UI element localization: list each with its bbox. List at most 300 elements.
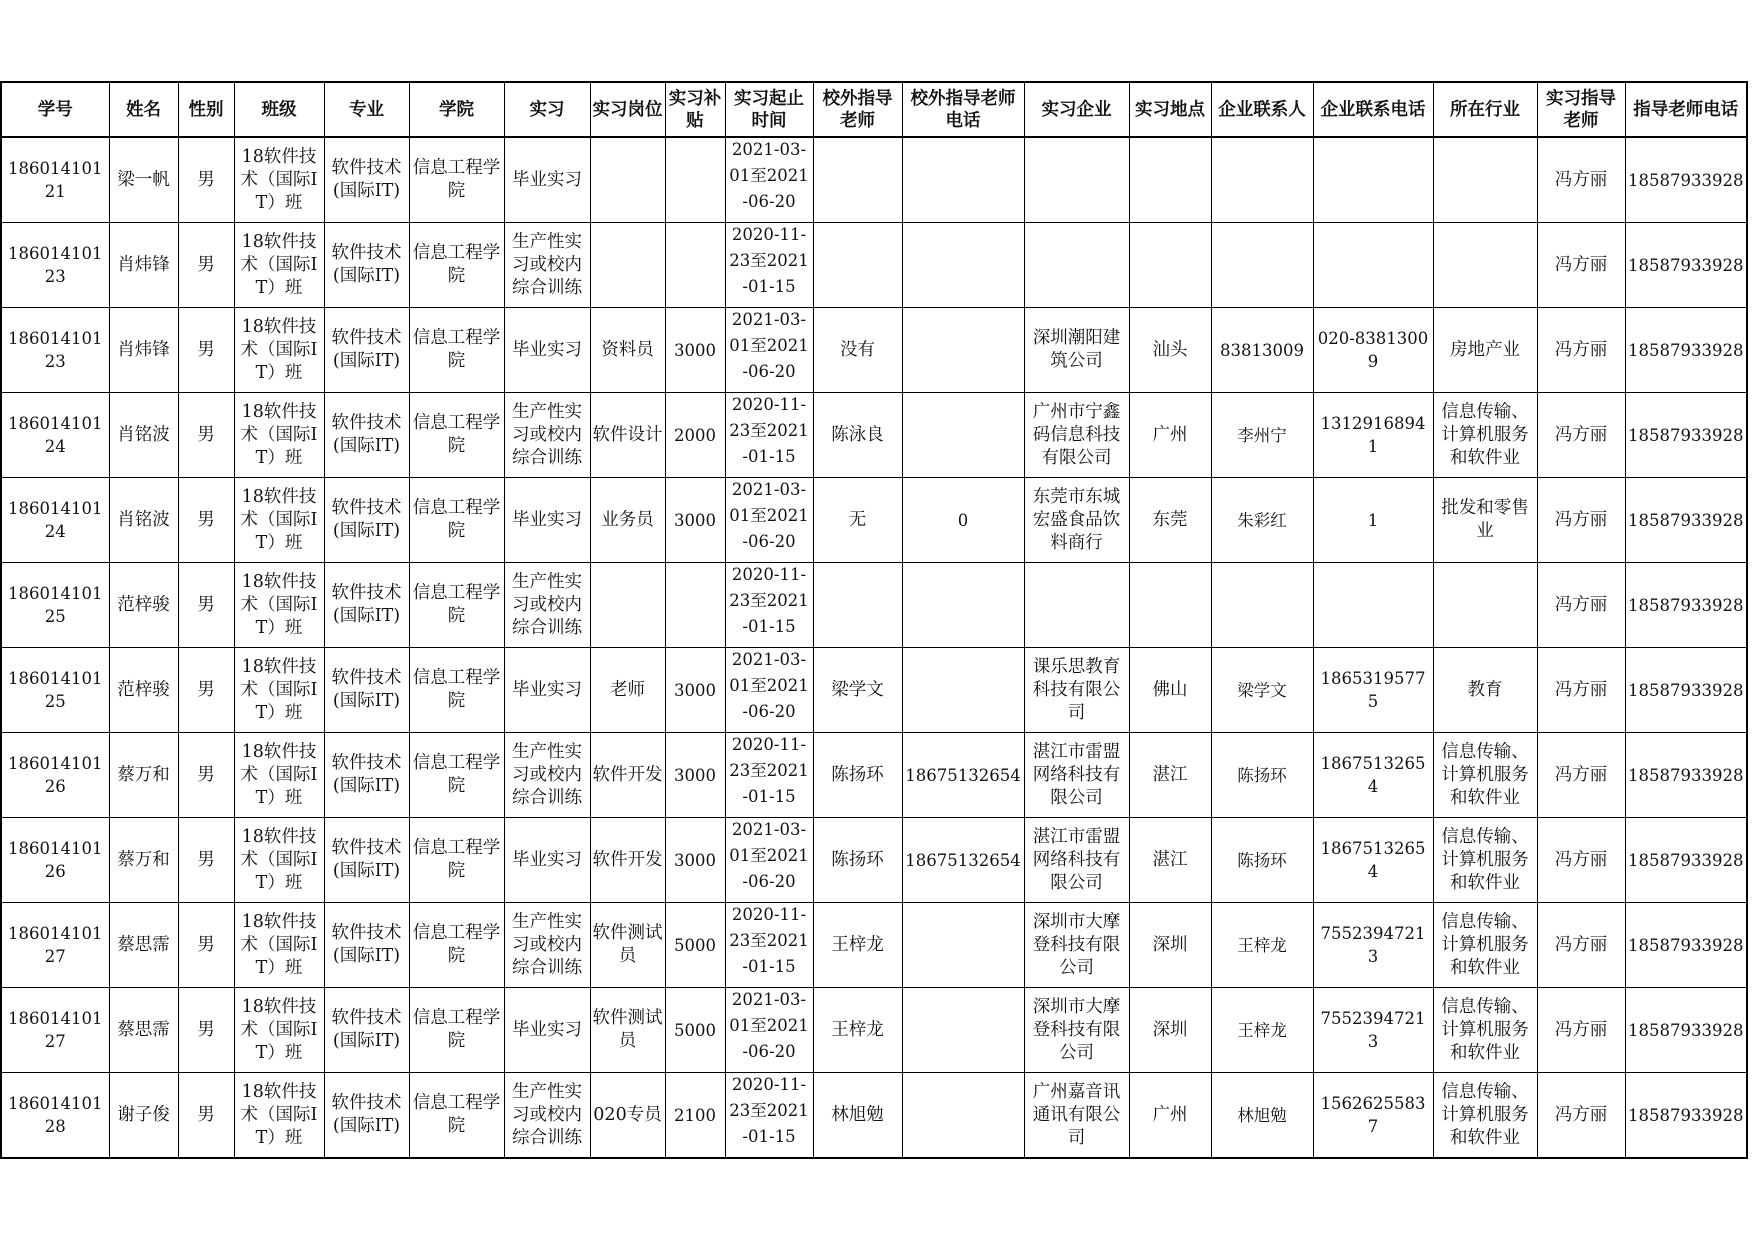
cell-external-tutor [813,563,902,648]
cell-text: 男 [197,679,215,700]
cell-company-contact [1211,137,1313,223]
cell-text: 18软件技术（国际IT）班 [240,231,318,298]
cell-position [590,478,665,563]
cell-text: 信息工程学院 [412,583,501,626]
cell-company-contact [1211,903,1313,988]
cell-external-tutor-phone [902,903,1024,988]
cell-college [409,478,504,563]
cell-company-phone [1313,733,1433,818]
header-subsidy: 实习补贴 [665,82,725,137]
cell-college [409,903,504,988]
cell-text: 毕业实习 [512,849,582,870]
cell-internship-type [504,308,590,393]
cell-text: 18601410126 [8,754,103,796]
cell-text: 广州嘉音讯通讯有限公司 [1032,1081,1121,1148]
cell-student-id [1,563,109,648]
cell-class [234,1073,324,1159]
cell-major [324,223,409,308]
table-row [1,1073,1747,1159]
cell-internship-type [504,393,590,478]
cell-text: 信息工程学院 [412,328,501,371]
cell-gender [178,1073,234,1159]
cell-text: 18587933928 [1628,510,1744,530]
cell-text: 软件技术(国际IT) [331,413,402,456]
cell-class [234,818,324,903]
cell-college [409,733,504,818]
cell-text: 18601410127 [8,924,103,966]
cell-text: 2021-03-01至2021-06-20 [729,990,809,1061]
cell-text: 软件测试员 [592,923,663,966]
cell-location [1129,733,1211,818]
cell-text: 18601410126 [8,839,103,881]
cell-text: 冯方丽 [1554,169,1608,190]
cell-name [109,903,178,988]
table-row [1,308,1747,393]
cell-location [1129,1073,1211,1159]
cell-student-id [1,818,109,903]
cell-text: 2020-11-23至2021-01-15 [729,905,809,976]
cell-external-tutor [813,988,902,1073]
cell-class [234,223,324,308]
cell-text: 冯方丽 [1554,934,1608,955]
cell-subsidy [665,563,725,648]
cell-text: 梁学文 [1237,680,1287,700]
cell-text: 冯方丽 [1554,594,1608,615]
table-row [1,563,1747,648]
cell-college [409,818,504,903]
cell-position [590,393,665,478]
cell-gender [178,903,234,988]
cell-text: 蔡思霈 [117,934,170,955]
cell-tutor-phone [1625,648,1747,733]
cell-internship-type [504,137,590,223]
cell-gender [178,733,234,818]
cell-class [234,648,324,733]
cell-text: 信息传输、计算机服务和软件业 [1441,996,1529,1063]
cell-name [109,988,178,1073]
cell-external-tutor-phone [902,393,1024,478]
cell-company-phone [1313,818,1433,903]
cell-student-id [1,903,109,988]
cell-student-id [1,137,109,223]
cell-class [234,393,324,478]
cell-tutor [1537,648,1625,733]
cell-company [1024,818,1129,903]
cell-industry [1433,903,1537,988]
cell-tutor-phone [1625,478,1747,563]
cell-text: 75523947213 [1320,924,1426,966]
cell-text: 蔡万和 [117,849,170,870]
cell-text: 湛江 [1152,849,1188,870]
cell-text: 批发和零售业 [1441,498,1529,541]
cell-subsidy [665,903,725,988]
cell-position [590,308,665,393]
cell-subsidy [665,733,725,818]
cell-text: 男 [197,509,215,530]
cell-text: 深圳市大摩登科技有限公司 [1032,911,1121,978]
header-external-tutor-phone: 校外指导老师电话 [902,82,1024,137]
cell-gender [178,223,234,308]
cell-text: 湛江 [1152,764,1188,785]
cell-external-tutor [813,903,902,988]
cell-text: 18601410128 [8,1094,103,1136]
cell-college [409,393,504,478]
cell-text: 18软件技术（国际IT）班 [240,146,318,213]
cell-industry [1433,393,1537,478]
cell-text: 男 [197,594,215,615]
cell-text: 2021-03-01至2021-06-20 [729,820,809,891]
cell-text: 18软件技术（国际IT）班 [240,996,318,1063]
header-company: 实习企业 [1024,82,1129,137]
cell-text: 2020-11-23至2021-01-15 [729,735,809,806]
cell-text: 5000 [674,935,716,955]
cell-name [109,393,178,478]
cell-position [590,137,665,223]
cell-internship-type [504,478,590,563]
cell-tutor-phone [1625,223,1747,308]
cell-period [725,648,813,733]
cell-company [1024,137,1129,223]
cell-text: 课乐思教育科技有限公司 [1032,656,1121,723]
cell-tutor-phone [1625,393,1747,478]
cell-major [324,137,409,223]
cell-student-id [1,648,109,733]
cell-external-tutor [813,393,902,478]
cell-location [1129,563,1211,648]
cell-text: 2021-03-01至2021-06-20 [729,310,809,381]
cell-name [109,563,178,648]
cell-student-id [1,988,109,1073]
cell-company-phone [1313,648,1433,733]
cell-college [409,137,504,223]
header-student-id: 学号 [1,82,109,137]
cell-text: 肖炜锋 [117,339,170,360]
cell-text: 毕业实习 [512,679,582,700]
cell-company-contact [1211,818,1313,903]
cell-college [409,1073,504,1159]
cell-text: 信息工程学院 [412,498,501,541]
cell-external-tutor-phone [902,308,1024,393]
cell-company-phone [1313,393,1433,478]
cell-name [109,1073,178,1159]
cell-text: 陈扬环 [831,849,884,870]
cell-text: 广州市宁鑫码信息科技有限公司 [1032,401,1121,468]
cell-text: 深圳市大摩登科技有限公司 [1032,996,1121,1063]
cell-text: 2000 [674,425,716,445]
cell-tutor [1537,563,1625,648]
cell-text: 没有 [840,339,875,360]
cell-internship-type [504,1073,590,1159]
cell-text: 范梓骏 [117,594,170,615]
cell-period [725,818,813,903]
cell-industry [1433,818,1537,903]
cell-text: 男 [197,1019,215,1040]
cell-company-contact [1211,648,1313,733]
cell-position [590,903,665,988]
cell-text: 2100 [674,1105,716,1125]
cell-text: 蔡思霈 [117,1019,170,1040]
cell-text: 18软件技术（国际IT）班 [240,571,318,638]
cell-name [109,478,178,563]
cell-subsidy [665,137,725,223]
cell-text: 冯方丽 [1554,254,1608,275]
cell-external-tutor [813,648,902,733]
cell-company [1024,1073,1129,1159]
cell-student-id [1,478,109,563]
cell-text: 冯方丽 [1554,849,1608,870]
cell-text: 陈扬环 [1237,850,1287,870]
cell-major [324,1073,409,1159]
cell-company-phone [1313,563,1433,648]
cell-gender [178,648,234,733]
cell-text: 2021-03-01至2021-06-20 [729,650,809,721]
cell-text: 范梓骏 [117,679,170,700]
header-row [1,82,1747,137]
cell-major [324,818,409,903]
cell-text: 冯方丽 [1554,1019,1608,1040]
cell-text: 15626255837 [1320,1094,1426,1136]
header-major: 专业 [324,82,409,137]
cell-text: 冯方丽 [1554,424,1608,445]
header-tutor-phone: 指导老师电话 [1625,82,1747,137]
cell-subsidy [665,223,725,308]
cell-text: 陈泳良 [831,424,884,445]
cell-text: 软件设计 [592,424,663,445]
cell-text: 男 [197,849,215,870]
cell-text: 020-83813009 [1317,329,1429,371]
cell-position [590,648,665,733]
cell-company-contact [1211,393,1313,478]
cell-text: 无 [848,509,867,530]
cell-text: 男 [197,764,215,785]
cell-name [109,223,178,308]
cell-text: 汕头 [1152,339,1188,360]
cell-text: 18601410123 [8,244,103,286]
cell-class [234,903,324,988]
cell-text: 谢子俊 [117,1104,170,1125]
cell-text: 13129168941 [1320,414,1426,456]
header-company-contact: 企业联系人 [1211,82,1313,137]
cell-text: 83813009 [1220,340,1304,360]
cell-text: 李州宁 [1237,425,1287,445]
cell-text: 生产性实习或校内综合训练 [512,401,582,468]
cell-location [1129,308,1211,393]
cell-major [324,393,409,478]
cell-tutor [1537,818,1625,903]
cell-text: 业务员 [601,509,654,530]
header-position: 实习岗位 [590,82,665,137]
cell-text: 男 [197,169,215,190]
cell-text: 2020-11-23至2021-01-15 [729,565,809,636]
cell-external-tutor-phone [902,648,1024,733]
cell-text: 毕业实习 [512,509,582,530]
cell-period [725,1073,813,1159]
cell-text: 软件技术(国际IT) [331,1093,402,1136]
cell-text: 王梓龙 [1237,1020,1287,1040]
cell-text: 软件技术(国际IT) [331,498,402,541]
cell-name [109,818,178,903]
cell-college [409,308,504,393]
cell-company [1024,478,1129,563]
table-row [1,648,1747,733]
cell-text: 王梓龙 [831,934,884,955]
cell-text: 2021-03-01至2021-06-20 [729,480,809,551]
cell-company [1024,563,1129,648]
cell-period [725,563,813,648]
table-row [1,733,1747,818]
cell-industry [1433,1073,1537,1159]
cell-subsidy [665,308,725,393]
cell-text: 18601410125 [8,669,103,711]
cell-text: 18587933928 [1628,1020,1744,1040]
cell-major [324,308,409,393]
cell-text: 5000 [674,1020,716,1040]
cell-major [324,903,409,988]
cell-text: 湛江市雷盟网络科技有限公司 [1032,741,1121,808]
cell-text: 软件技术(国际IT) [331,753,402,796]
cell-tutor [1537,223,1625,308]
cell-text: 软件开发 [592,849,663,870]
cell-text: 湛江市雷盟网络科技有限公司 [1032,826,1121,893]
cell-text: 020专员 [593,1104,662,1125]
cell-text: 冯方丽 [1554,509,1608,530]
cell-text: 18587933928 [1628,595,1744,615]
cell-text: 生产性实习或校内综合训练 [512,1081,582,1148]
cell-text: 东莞市东城宏盛食品饮料商行 [1032,486,1121,553]
cell-position [590,818,665,903]
cell-text: 肖铭波 [117,509,170,530]
header-company-phone: 企业联系电话 [1313,82,1433,137]
cell-tutor-phone [1625,1073,1747,1159]
cell-text: 信息工程学院 [412,413,501,456]
cell-external-tutor [813,137,902,223]
cell-student-id [1,223,109,308]
cell-position [590,988,665,1073]
cell-text: 冯方丽 [1554,679,1608,700]
header-industry: 所在行业 [1433,82,1537,137]
cell-internship-type [504,903,590,988]
cell-text: 18软件技术（国际IT）班 [240,486,318,553]
cell-tutor-phone [1625,988,1747,1073]
cell-text: 生产性实习或校内综合训练 [512,231,582,298]
cell-text: 信息工程学院 [412,1008,501,1051]
cell-period [725,478,813,563]
cell-text: 毕业实习 [512,339,582,360]
cell-text: 18601410124 [8,499,103,541]
cell-text: 信息传输、计算机服务和软件业 [1441,401,1529,468]
cell-text: 教育 [1467,679,1503,700]
cell-tutor-phone [1625,818,1747,903]
cell-text: 18675132654 [1320,839,1426,881]
cell-class [234,137,324,223]
cell-text: 林旭勉 [831,1104,884,1125]
cell-company [1024,648,1129,733]
cell-gender [178,308,234,393]
cell-external-tutor [813,308,902,393]
cell-major [324,648,409,733]
cell-gender [178,393,234,478]
cell-text: 广州 [1152,424,1188,445]
cell-text: 生产性实习或校内综合训练 [512,911,582,978]
cell-gender [178,478,234,563]
cell-text: 深圳 [1152,934,1188,955]
cell-text: 18601410127 [8,1009,103,1051]
cell-text: 2020-11-23至2021-01-15 [729,395,809,466]
cell-location [1129,137,1211,223]
cell-period [725,137,813,223]
cell-text: 18软件技术（国际IT）班 [240,741,318,808]
cell-text: 信息工程学院 [412,923,501,966]
cell-company-contact [1211,1073,1313,1159]
cell-tutor [1537,137,1625,223]
header-tutor: 实习指导老师 [1537,82,1625,137]
cell-internship-type [504,223,590,308]
header-gender: 性别 [178,82,234,137]
cell-company-contact [1211,223,1313,308]
cell-text: 18675132654 [905,765,1021,785]
cell-tutor [1537,903,1625,988]
cell-major [324,988,409,1073]
cell-student-id [1,308,109,393]
cell-text: 佛山 [1152,679,1188,700]
cell-text: 信息工程学院 [412,753,501,796]
cell-text: 陈扬环 [1237,765,1287,785]
cell-text: 毕业实习 [512,1019,582,1040]
cell-tutor [1537,393,1625,478]
cell-external-tutor-phone [902,137,1024,223]
cell-company-contact [1211,308,1313,393]
cell-text: 18601410124 [8,414,103,456]
cell-tutor-phone [1625,308,1747,393]
cell-industry [1433,648,1537,733]
cell-text: 18587933928 [1628,935,1744,955]
cell-period [725,223,813,308]
cell-internship-type [504,563,590,648]
cell-tutor [1537,988,1625,1073]
cell-tutor-phone [1625,137,1747,223]
cell-external-tutor-phone [902,223,1024,308]
cell-subsidy [665,818,725,903]
cell-location [1129,393,1211,478]
cell-text: 2021-03-01至2021-06-20 [729,140,809,211]
cell-text: 18587933928 [1628,850,1744,870]
cell-text: 18601410123 [8,329,103,371]
cell-company-phone [1313,137,1433,223]
cell-tutor [1537,1073,1625,1159]
cell-text: 18软件技术（国际IT）班 [240,401,318,468]
cell-company [1024,223,1129,308]
cell-text: 18软件技术（国际IT）班 [240,911,318,978]
cell-text: 信息工程学院 [412,243,501,286]
cell-student-id [1,1073,109,1159]
cell-text: 0 [957,510,969,530]
cell-text: 18软件技术（国际IT）班 [240,316,318,383]
cell-period [725,308,813,393]
cell-internship-type [504,988,590,1073]
cell-text: 软件技术(国际IT) [331,668,402,711]
cell-company [1024,988,1129,1073]
cell-class [234,733,324,818]
cell-company-contact [1211,478,1313,563]
cell-text: 老师 [610,679,645,700]
cell-industry [1433,478,1537,563]
cell-text: 3000 [674,340,716,360]
cell-text: 王梓龙 [831,1019,884,1040]
cell-external-tutor-phone [902,1073,1024,1159]
cell-company-contact [1211,733,1313,818]
cell-subsidy [665,1073,725,1159]
cell-text: 3000 [674,850,716,870]
